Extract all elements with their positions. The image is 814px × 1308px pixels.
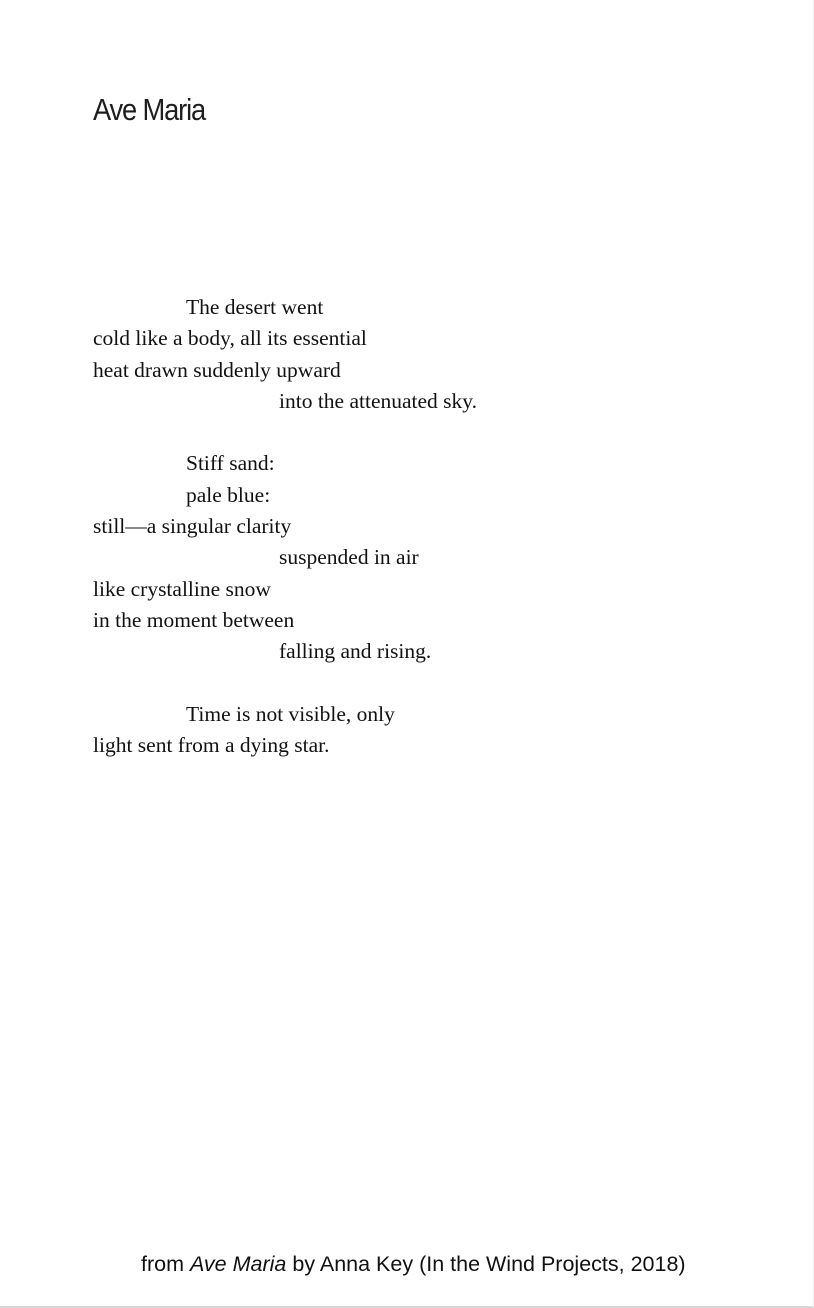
poem-stanza-1	[93, 292, 733, 417]
poem-line: The desert went	[186, 295, 324, 319]
source-citation	[141, 1249, 686, 1279]
poem-line: Stiff sand:	[186, 451, 275, 476]
poem-line: light sent from a dying star.	[93, 733, 330, 758]
poem-stanza-3	[93, 699, 733, 762]
poem-line: in the moment between	[93, 607, 295, 632]
citation-details: by Anna Key (In the Wind Projects, 2018)	[292, 1252, 686, 1276]
poem-line: pale blue:	[186, 482, 271, 507]
poem-line: Time is not visible, only	[186, 701, 395, 726]
poem-stanza-2	[93, 448, 733, 667]
poem-line: heat drawn suddenly upward	[93, 357, 341, 382]
poem-line: cold like a body, all its essential	[93, 326, 367, 351]
citation-prefix: from	[141, 1252, 184, 1276]
poem-line: into the attenuated sky.	[279, 388, 478, 413]
poem-line: suspended in air	[279, 545, 419, 570]
page-title: Ave Maria	[93, 92, 206, 127]
poem-line: falling and rising.	[279, 639, 432, 664]
poem-line: like crystalline snow	[93, 576, 271, 601]
poem-line: still—a singular clarity	[93, 514, 292, 539]
citation-work-title: Ave Maria	[189, 1252, 287, 1276]
poem-body	[93, 292, 733, 793]
